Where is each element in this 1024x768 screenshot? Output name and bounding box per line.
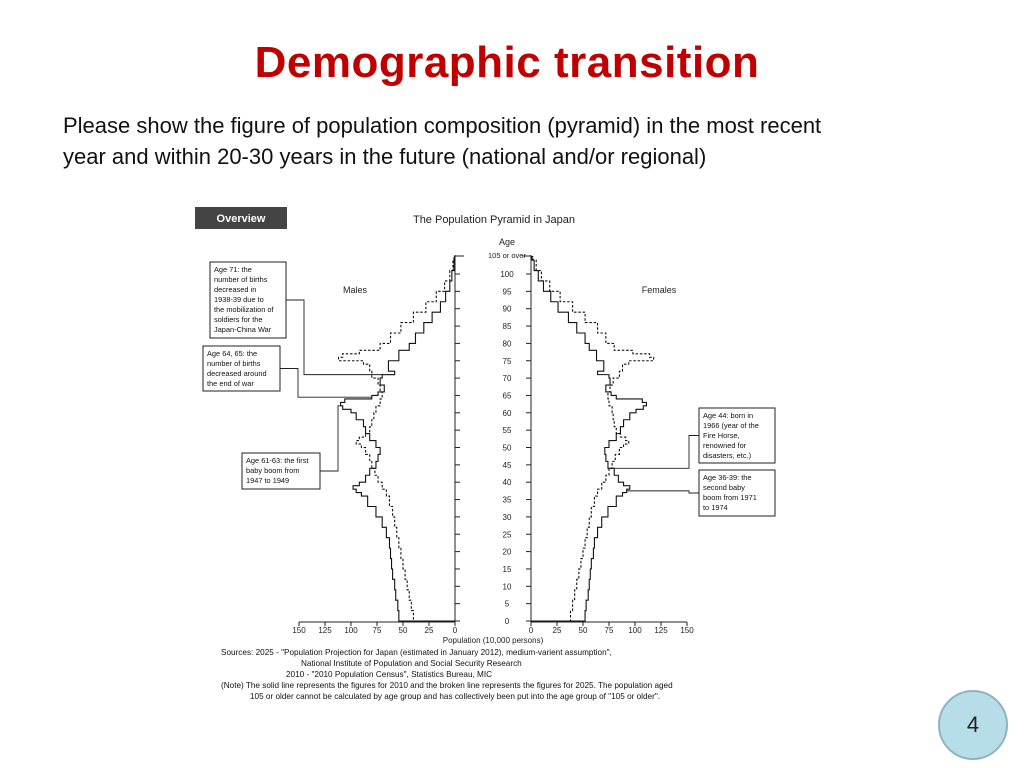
slide-title: Demographic transition — [254, 38, 760, 87]
age-tick-label: 90 — [502, 304, 512, 314]
age-tick-label: 25 — [502, 530, 512, 540]
annotation-text: boom from 1971 — [703, 493, 757, 502]
annotation-text: Age 71: the — [214, 265, 252, 274]
annotation-text: Age 61-63: the first — [246, 456, 309, 465]
age-tick-label: 30 — [502, 512, 512, 522]
female-x-tick-label: 25 — [552, 626, 562, 635]
page-number: 4 — [966, 712, 980, 737]
annotation-text: renowned for — [703, 441, 747, 450]
annotation-text: Fire Horse, — [703, 431, 740, 440]
age-tick-label: 0 — [504, 617, 510, 626]
source-note-line: 2010 - "2010 Population Census", Statistics Bureau, MIC — [286, 670, 493, 679]
annotation-leader-line — [280, 369, 372, 398]
annotation-text: the mobilization of — [214, 305, 274, 314]
age-tick-label: 10 — [502, 582, 512, 592]
age-tick-label: 100 — [500, 270, 514, 279]
age-tick-label: 95 — [502, 287, 512, 297]
males-label: Males — [342, 285, 368, 295]
male-x-tick-label: 0 — [452, 626, 458, 635]
annotation-leader-line — [320, 406, 341, 471]
source-note-line: 105 or older cannot be calculated by age group and has collectively been put into the age group of "105 or older". — [250, 692, 661, 701]
series-2010-males-outline — [341, 257, 455, 621]
annotation-text: disasters, etc.) — [703, 451, 752, 460]
age-axis-label: Age — [498, 237, 516, 247]
body-line-1: Please show the figure of population composition (pyramid) in the most recent — [63, 113, 822, 138]
annotation-text: decreased in — [214, 285, 257, 294]
annotation-text: 1947 to 1949 — [246, 476, 290, 485]
age-tick-label: 50 — [502, 443, 512, 453]
age-tick-label: 65 — [502, 391, 512, 401]
series-2025-females-outline — [531, 257, 654, 621]
female-x-tick-label: 50 — [578, 626, 588, 635]
age-tick-label: 60 — [502, 408, 512, 418]
male-x-tick-label: 125 — [318, 626, 332, 635]
age-tick-label: 70 — [502, 374, 512, 384]
age-tick-label: 40 — [502, 478, 512, 488]
x-axis-label: Population (10,000 persons) — [442, 636, 544, 645]
annotation-text: Age 64, 65: the — [207, 349, 258, 358]
source-note-line: Sources: 2025 - "Population Projection for Japan (estimated in January 2012), medium-varient assumption", — [221, 648, 612, 657]
annotation-text: number of births — [207, 359, 261, 368]
female-x-tick-label: 75 — [604, 626, 614, 635]
annotation-text: baby boom from — [246, 466, 300, 475]
annotation-text: second baby — [703, 483, 745, 492]
females-label: Females — [641, 285, 677, 295]
source-note-line: National Institute of Population and Social Security Research — [301, 659, 522, 668]
female-x-tick-label: 0 — [528, 626, 534, 635]
annotation-text: Age 44: born in — [703, 411, 754, 420]
male-x-tick-label: 100 — [344, 626, 358, 635]
annotation-text: the end of war — [207, 379, 254, 388]
age-tick-label: 45 — [502, 460, 512, 470]
age-tick-label: 5 — [504, 599, 510, 609]
male-x-tick-label: 50 — [398, 626, 408, 635]
page-number-badge — [938, 690, 1008, 760]
annotation-text: number of births — [214, 275, 268, 284]
annotation-text: Japan-China War — [214, 325, 272, 334]
annotation-text: decreased around — [207, 369, 267, 378]
annotation-leader-line — [608, 436, 699, 469]
age-tick-label: 20 — [502, 547, 512, 557]
annotation-text: 1938-39 due to — [214, 295, 264, 304]
male-x-tick-label: 25 — [424, 626, 434, 635]
annotation-leader-line — [286, 300, 395, 375]
age-tick-label: 75 — [502, 356, 512, 366]
female-x-tick-label: 150 — [680, 626, 694, 635]
annotation-leader-line — [627, 491, 699, 493]
population-pyramid-figure — [185, 200, 805, 710]
female-x-tick-label: 100 — [628, 626, 642, 635]
age-tick-label: 55 — [502, 426, 512, 436]
series-2025-males-outline — [339, 257, 455, 621]
male-x-tick-label: 75 — [372, 626, 382, 635]
age-tick-label: 85 — [502, 322, 512, 332]
annotation-text: Age 36-39: the — [703, 473, 752, 482]
female-x-tick-label: 125 — [654, 626, 668, 635]
age-top-label: 105 or over — [488, 251, 526, 260]
body-line-2: year and within 20-30 years in the future (national and/or regional) — [63, 144, 707, 169]
annotation-text: soldiers for the — [214, 315, 263, 324]
age-tick-label: 80 — [502, 339, 512, 349]
chart-title: The Population Pyramid in Japan — [412, 214, 576, 226]
male-x-tick-label: 150 — [292, 626, 306, 635]
age-tick-label: 35 — [502, 495, 512, 505]
source-note-line: (Note) The solid line represents the figures for 2010 and the broken line represents the figures for 2025. The population aged — [221, 681, 673, 690]
slide-body — [63, 110, 963, 172]
age-tick-label: 15 — [502, 564, 512, 574]
annotation-text: 1966 (year of the — [703, 421, 759, 430]
annotation-text: to 1974 — [703, 503, 728, 512]
series-2010-females-outline — [531, 257, 646, 621]
overview-badge-label: Overview — [216, 213, 266, 225]
